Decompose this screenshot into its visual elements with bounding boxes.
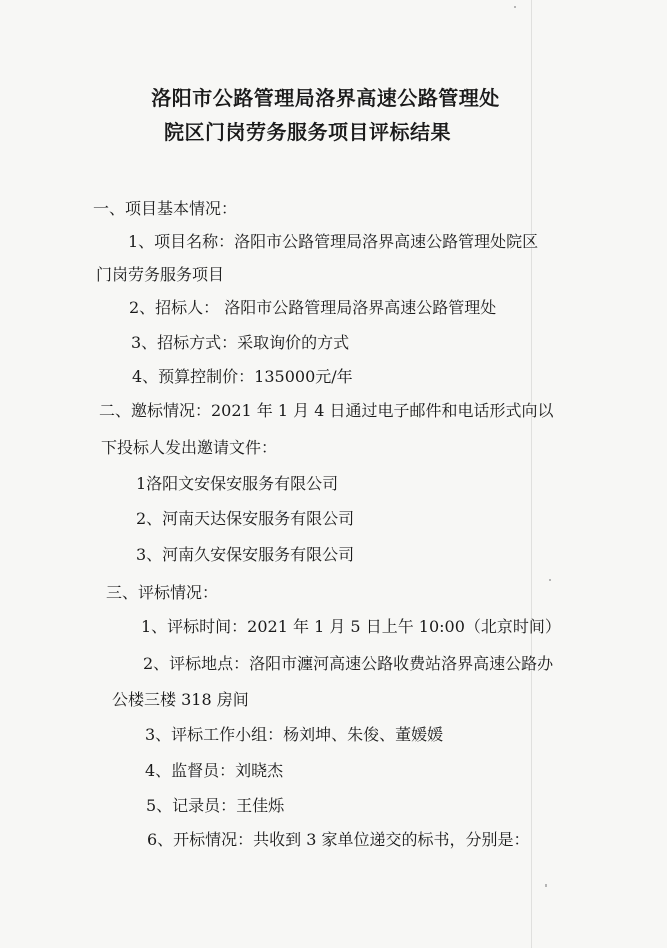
section-heading-1: 一、项目基本情况： [93,199,238,218]
invitation-section-heading: 二、邀标情况：2021 年 1 月 4 日通过电子邮件和电话形式向以 [99,401,554,420]
invited-company-3: 3、河南久安保安服务有限公司 [136,545,355,564]
scan-speck [545,884,547,887]
tender-method: 3、招标方式：采取询价的方式 [131,333,350,352]
document-title-line-2: 院区门岗劳务服务项目评标结果 [164,120,451,144]
project-name-continuation: 门岗劳务服务项目 [96,265,225,284]
project-name: 1、项目名称：洛阳市公路管理局洛界高速公路管理处院区 [128,232,539,251]
tenderer: 2、招标人： 洛阳市公路管理局洛界高速公路管理处 [129,298,497,317]
scan-speck [514,6,516,8]
budget-limit: 4、预算控制价：135000元/年 [132,367,353,386]
evaluation-time: 1、评标时间：2021 年 1 月 5 日上午 10:00（北京时间） [141,617,561,636]
invited-company-2: 2、河南天达保安服务有限公司 [136,509,355,528]
invitation-continuation: 下投标人发出邀请文件： [101,438,278,457]
supervisor: 4、监督员：刘晓杰 [145,761,284,780]
evaluation-location: 2、评标地点：洛阳市瀍河高速公路收费站洛界高速公路办 [143,654,554,673]
evaluation-team: 3、评标工作小组：杨刘坤、朱俊、董媛媛 [145,725,444,744]
scan-speck [549,579,551,581]
document-title-line-1: 洛阳市公路管理局洛界高速公路管理处 [151,86,500,110]
evaluation-location-continuation: 公楼三楼 318 房间 [112,690,249,709]
evaluation-section-heading: 三、评标情况： [106,583,219,602]
invited-company-1: 1洛阳文安保安服务有限公司 [136,474,339,493]
recorder: 5、记录员：王佳烁 [146,796,285,815]
bid-opening: 6、开标情况：共收到 3 家单位递交的标书，分别是： [147,830,530,849]
